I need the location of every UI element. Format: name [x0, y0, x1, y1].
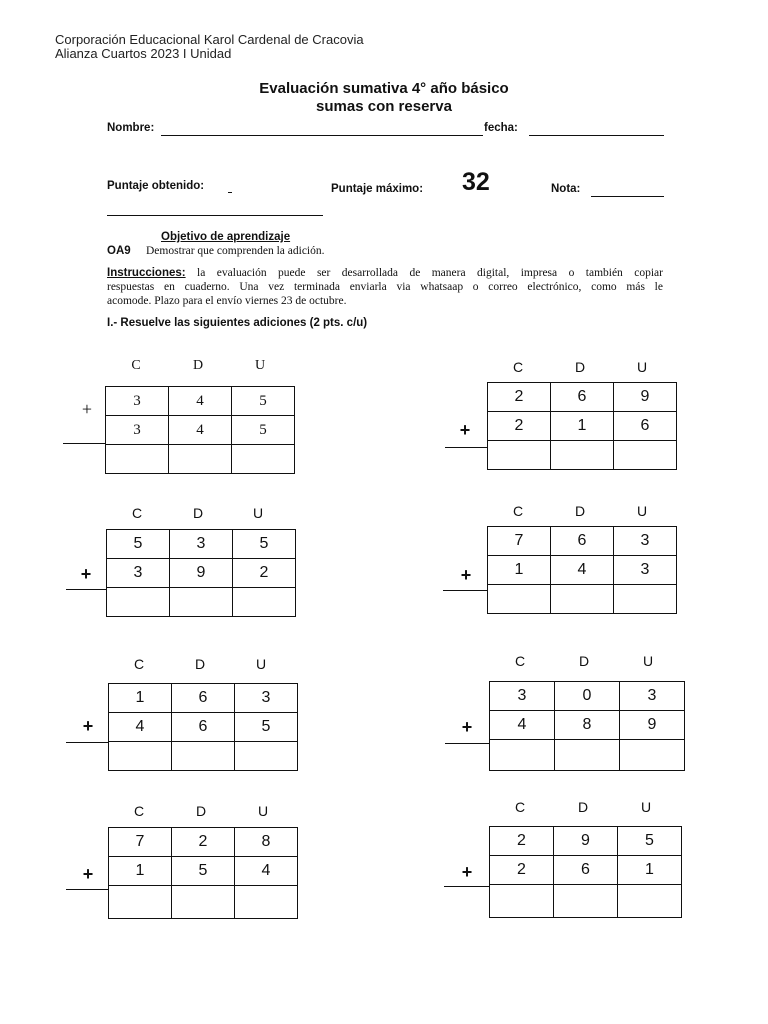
school-name: Corporación Educacional Karol Cardenal de Cracovia [55, 32, 364, 47]
answer-cell[interactable] [232, 445, 295, 474]
answer-cell[interactable] [235, 886, 298, 919]
addition-grid [106, 529, 296, 617]
plus-sign: + [461, 862, 473, 882]
addition-grid [489, 681, 685, 771]
digit-cell: 7 [488, 527, 551, 556]
digit-cell: 5 [232, 387, 295, 416]
document-subtitle: sumas con reserva [316, 98, 452, 115]
addition-grid [487, 526, 677, 614]
date-label: fecha: [484, 122, 518, 134]
grade-label: Nota: [551, 183, 581, 195]
digit-cell: 2 [490, 856, 554, 885]
digit-cell: 1 [551, 412, 614, 441]
digit-cell: 5 [172, 857, 235, 886]
answer-cell[interactable] [620, 740, 685, 771]
score-obtained-label: Puntaje obtenido: [107, 180, 205, 192]
digit-cell: 6 [172, 713, 235, 742]
digit-cell: 6 [172, 684, 235, 713]
digit-cell: 2 [488, 383, 551, 412]
sum-line [63, 443, 105, 444]
header-tens: D [574, 359, 586, 375]
digit-cell: 8 [235, 828, 298, 857]
answer-cell[interactable] [106, 445, 169, 474]
plus-sign: + [81, 399, 93, 419]
header-hundreds: C [133, 803, 145, 819]
header-tens: D [195, 803, 207, 819]
digit-cell: 2 [490, 827, 554, 856]
score-max-label: Puntaje máximo: [331, 183, 424, 195]
digit-cell: 3 [235, 684, 298, 713]
header-units: U [642, 653, 654, 669]
digit-cell: 5 [235, 713, 298, 742]
digit-cell: 3 [106, 387, 169, 416]
addition-grid [108, 827, 298, 919]
digit-cell: 5 [233, 530, 296, 559]
score-obtained-mark [228, 192, 232, 193]
digit-cell: 3 [614, 527, 677, 556]
digit-cell: 6 [551, 383, 614, 412]
sum-line [445, 447, 487, 448]
header-units: U [252, 505, 264, 521]
header-hundreds: C [514, 653, 526, 669]
header-tens: D [194, 656, 206, 672]
objective-text: Demostrar que comprenden la adición. [146, 245, 325, 257]
document-title: Evaluación sumativa 4° año básico [259, 80, 509, 97]
sum-line [445, 743, 489, 744]
name-field[interactable] [161, 135, 483, 136]
addition-grid [487, 382, 677, 470]
header-hundreds: C [514, 799, 526, 815]
digit-cell: 3 [620, 682, 685, 711]
header-tens: D [192, 505, 204, 521]
answer-cell[interactable] [488, 441, 551, 470]
digit-cell: 3 [107, 559, 170, 588]
answer-cell[interactable] [555, 740, 620, 771]
digit-cell: 5 [232, 416, 295, 445]
digit-cell: 3 [170, 530, 233, 559]
digit-cell: 9 [170, 559, 233, 588]
header-hundreds: C [512, 503, 524, 519]
digit-cell: 9 [614, 383, 677, 412]
addition-grid [108, 683, 298, 771]
digit-cell: 4 [551, 556, 614, 585]
digit-cell: 4 [109, 713, 172, 742]
plus-sign: + [82, 864, 94, 884]
digit-cell: 4 [490, 711, 555, 740]
digit-cell: 0 [555, 682, 620, 711]
header-tens: D [574, 503, 586, 519]
header-units: U [257, 803, 269, 819]
addition-grid [489, 826, 682, 918]
digit-cell: 3 [106, 416, 169, 445]
answer-cell[interactable] [490, 740, 555, 771]
addition-grid [105, 386, 295, 474]
digit-cell: 5 [107, 530, 170, 559]
digit-cell: 9 [554, 827, 618, 856]
header-hundreds: C [512, 359, 524, 375]
plus-sign: + [82, 716, 94, 736]
grade-field[interactable] [591, 196, 664, 197]
instructions-label: Instrucciones: [107, 267, 186, 279]
header-tens: D [192, 358, 204, 373]
header-units: U [636, 359, 648, 375]
header-hundreds: C [131, 358, 141, 373]
header-units: U [255, 656, 267, 672]
digit-cell: 7 [109, 828, 172, 857]
digit-cell: 5 [618, 827, 682, 856]
plus-sign: + [80, 564, 92, 584]
digit-cell: 1 [109, 684, 172, 713]
answer-cell[interactable] [172, 886, 235, 919]
header-units: U [640, 799, 652, 815]
header-units: U [254, 358, 266, 373]
digit-cell: 9 [620, 711, 685, 740]
answer-cell[interactable] [488, 585, 551, 614]
objective-heading: Objetivo de aprendizaje [161, 231, 291, 243]
answer-cell[interactable] [109, 886, 172, 919]
answer-cell[interactable] [614, 585, 677, 614]
sum-line [66, 889, 108, 890]
section-title: I.- Resuelve las siguientes adiciones (2 pts. c/u) [107, 317, 368, 329]
header-units: U [636, 503, 648, 519]
sum-line [66, 742, 108, 743]
header-hundreds: C [131, 505, 143, 521]
digit-cell: 8 [555, 711, 620, 740]
answer-cell[interactable] [618, 885, 682, 918]
header-tens: D [578, 653, 590, 669]
plus-sign: + [459, 420, 471, 440]
header-hundreds: C [133, 656, 145, 672]
header-tens: D [577, 799, 589, 815]
digit-cell: 2 [488, 412, 551, 441]
answer-cell[interactable] [170, 588, 233, 617]
digit-cell: 1 [618, 856, 682, 885]
answer-cell[interactable] [614, 441, 677, 470]
plus-sign: + [460, 565, 472, 585]
date-field[interactable] [529, 135, 664, 136]
answer-cell[interactable] [554, 885, 618, 918]
digit-cell: 4 [235, 857, 298, 886]
answer-cell[interactable] [551, 585, 614, 614]
digit-cell: 2 [233, 559, 296, 588]
digit-cell: 4 [169, 416, 232, 445]
answer-cell[interactable] [169, 445, 232, 474]
digit-cell: 6 [614, 412, 677, 441]
score-max-value: 32 [462, 168, 490, 196]
digit-cell: 3 [490, 682, 555, 711]
instructions-line2: respuestas en cuaderno. Una vez terminada enviarla via whatsaap o correo electrónico, como más le [107, 281, 663, 293]
sum-line [66, 589, 107, 590]
instructions-line3: acomode. Plazo para el envío viernes 23 de octubre. [107, 295, 347, 307]
instructions-line1: la evaluación puede ser desarrollada de manera digital, impresa o también copiar [185, 267, 663, 279]
digit-cell: 4 [169, 387, 232, 416]
answer-cell[interactable] [551, 441, 614, 470]
answer-cell[interactable] [490, 885, 554, 918]
digit-cell: 3 [614, 556, 677, 585]
plus-sign: + [461, 717, 473, 737]
digit-cell: 1 [109, 857, 172, 886]
answer-cell[interactable] [109, 742, 172, 771]
answer-cell[interactable] [107, 588, 170, 617]
sum-line [444, 886, 489, 887]
digit-cell: 6 [551, 527, 614, 556]
digit-cell: 2 [172, 828, 235, 857]
course-unit: Alianza Cuartos 2023 I Unidad [55, 46, 232, 61]
objective-code: OA9 [107, 245, 131, 257]
sum-line [443, 590, 487, 591]
answer-cell[interactable] [172, 742, 235, 771]
name-label: Nombre: [107, 122, 155, 134]
answer-cell[interactable] [235, 742, 298, 771]
score-obtained-field[interactable] [107, 215, 323, 216]
digit-cell: 6 [554, 856, 618, 885]
digit-cell: 1 [488, 556, 551, 585]
answer-cell[interactable] [233, 588, 296, 617]
instructions-block [107, 266, 663, 308]
